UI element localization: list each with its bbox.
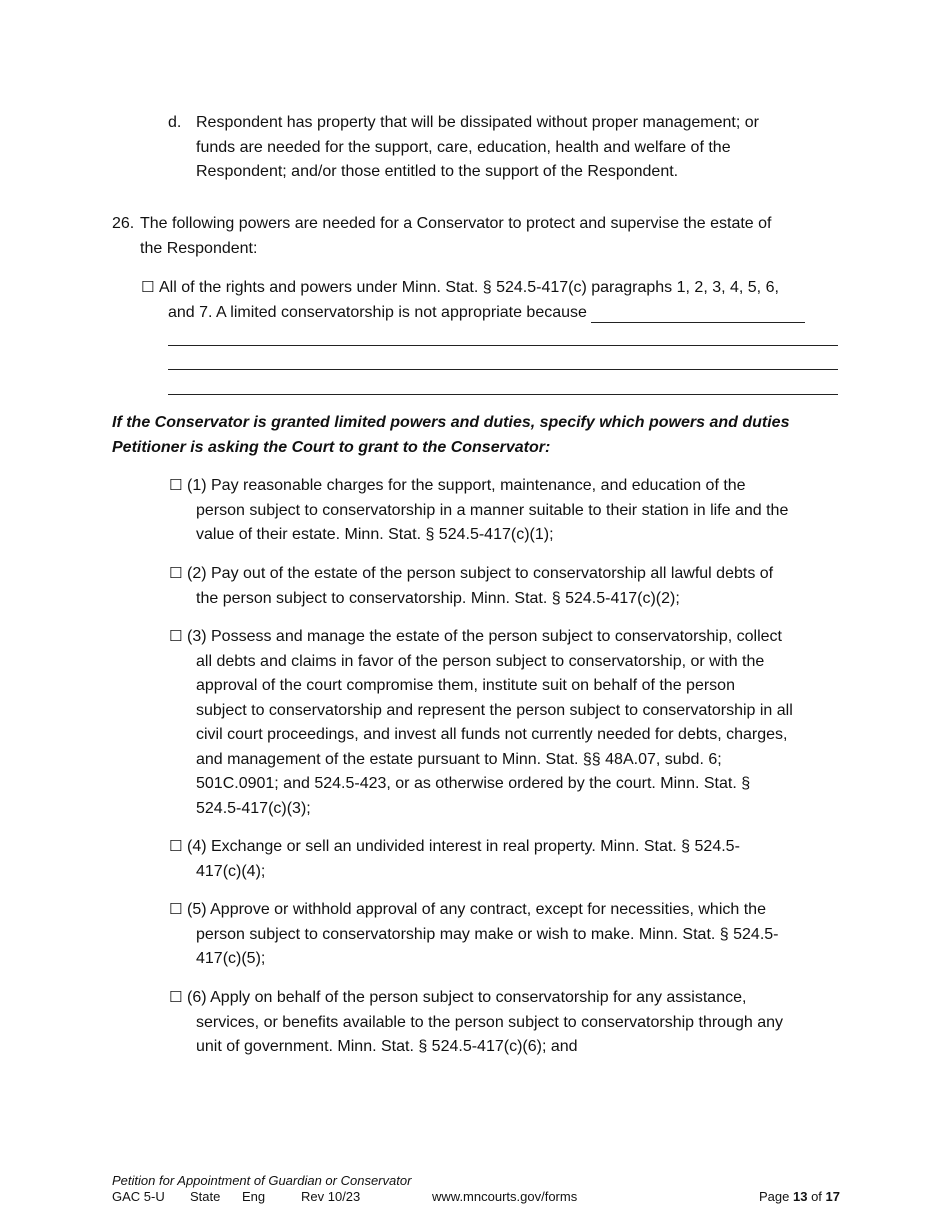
power-option-3 — [169, 624, 844, 821]
power-5-text: (5) Approve or withhold approval of any contract, except for necessities, which the — [187, 901, 766, 918]
form-title: Petition for Appointment of Guardian or Conservator — [112, 1173, 412, 1188]
reason-blank-line[interactable] — [168, 394, 838, 395]
page-word: Page — [758, 1189, 790, 1204]
item-d-line: Respondent has property that will be dissipated without proper management; or — [196, 114, 759, 131]
page-current: 13 — [792, 1189, 808, 1204]
instruction-line: Petitioner is asking the Court to grant to the Conservator: — [112, 438, 551, 456]
question-26 — [112, 212, 832, 261]
power-3-text: subject to conservatorship and represent the person subject to conservatorship in all — [196, 701, 793, 719]
power-2-text: the person subject to conservatorship. Minn. Stat. § 524.5-417(c)(2); — [196, 589, 680, 607]
power-2-checkbox[interactable]: ☐ — [169, 564, 183, 582]
power-1-checkbox[interactable]: ☐ — [169, 476, 183, 494]
reason-blank-line[interactable] — [168, 345, 838, 346]
question-26-number: 26. — [112, 215, 135, 232]
question-26-line: the Respondent: — [140, 239, 258, 257]
item-d-line: Respondent; and/or those entitled to the support of the Respondent. — [196, 163, 679, 180]
power-6-text: unit of government. Minn. Stat. § 524.5-417(c)(6); and — [196, 1038, 578, 1055]
power-6-text: (6) Apply on behalf of the person subject to conservatorship for any assistance, — [187, 989, 747, 1006]
power-5-checkbox[interactable]: ☐ — [169, 900, 183, 918]
all-rights-checkbox[interactable]: ☐ — [141, 278, 155, 296]
page-total: 17 — [825, 1189, 840, 1204]
question-26-line: The following powers are needed for a Conservator to protect and supervise the estate of — [140, 215, 772, 232]
power-5-text: person subject to conservatorship may make or wish to make. Minn. Stat. § 524.5- — [196, 925, 779, 943]
limited-powers-instruction — [112, 411, 832, 460]
power-option-2 — [169, 561, 844, 611]
power-3-text: and management of the estate pursuant to Minn. Stat. §§ 48A.07, subd. 6; — [196, 750, 722, 768]
power-1-text: (1) Pay reasonable charges for the support, maintenance, and education of the — [187, 477, 746, 494]
item-d-label: d. — [168, 114, 182, 131]
instruction-line: If the Conservator is granted limited powers and duties, specify which powers and duties — [112, 414, 790, 431]
power-3-text: civil court proceedings, and invest all funds not currently needed for debts, charges, — [196, 726, 788, 743]
power-5-text: 417(c)(5); — [196, 950, 266, 967]
power-option-6 — [169, 985, 844, 1060]
power-4-text: 417(c)(4); — [196, 862, 266, 880]
power-3-text: 501C.0901; and 524.5-423, or as otherwise ordered by the court. Minn. Stat. § — [196, 775, 751, 792]
power-4-text: (4) Exchange or sell an undivided interest in real property. Minn. Stat. § 524.5- — [187, 838, 740, 855]
power-option-5 — [169, 897, 844, 972]
all-rights-line-2: and 7. A limited conservatorship is not appropriate because — [168, 303, 587, 321]
power-3-text: (3) Possess and manage the estate of the person subject to conservatorship, collect — [187, 628, 782, 645]
forms-website-link[interactable]: www.mncourts.gov/forms — [432, 1189, 578, 1204]
form-jurisdiction: State — [190, 1189, 221, 1204]
power-3-checkbox[interactable]: ☐ — [169, 627, 183, 645]
power-1-text: value of their estate. Minn. Stat. § 524.5-417(c)(1); — [196, 526, 554, 543]
all-rights-line-1: All of the rights and powers under Minn. Stat. § 524.5-417(c) paragraphs 1, 2, 3, 4, 5, 6, — [159, 279, 779, 296]
power-3-text: all debts and claims in favor of the person subject to conservatorship, or with the — [196, 652, 765, 670]
form-revision: Rev 10/23 — [301, 1189, 361, 1204]
power-option-1 — [169, 473, 844, 548]
page-number — [759, 1189, 840, 1205]
power-6-text: services, or benefits available to the person subject to conservatorship through any — [196, 1013, 783, 1031]
reason-blank-line[interactable] — [168, 369, 838, 370]
page-footer — [112, 1173, 840, 1205]
power-4-checkbox[interactable]: ☐ — [169, 837, 183, 855]
form-code: GAC 5-U — [112, 1189, 165, 1204]
form-language: Eng — [242, 1189, 266, 1204]
page-of: of — [811, 1189, 822, 1204]
power-3-text: approval of the court compromise them, institute suit on behalf of the person — [196, 677, 735, 694]
power-2-text: (2) Pay out of the estate of the person subject to conservatorship all lawful debts of — [187, 565, 774, 582]
item-d — [168, 111, 828, 185]
item-d-line: funds are needed for the support, care, education, health and welfare of the — [196, 138, 731, 156]
reason-blank-field[interactable] — [591, 304, 805, 323]
all-rights-option — [141, 275, 841, 325]
power-6-checkbox[interactable]: ☐ — [169, 988, 183, 1006]
power-option-4 — [169, 834, 844, 884]
power-3-text: 524.5-417(c)(3); — [196, 799, 311, 817]
power-1-text: person subject to conservatorship in a manner suitable to their station in life and the — [196, 501, 789, 519]
